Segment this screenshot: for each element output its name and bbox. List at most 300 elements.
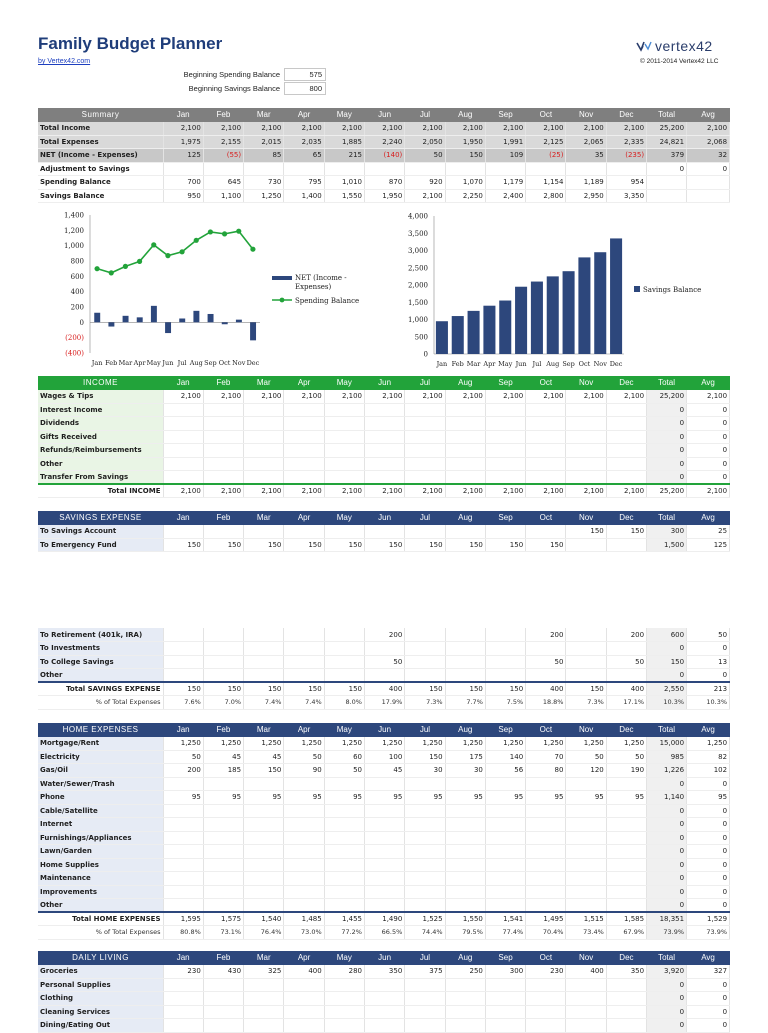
- month-cell[interactable]: [445, 978, 485, 992]
- month-cell[interactable]: [163, 885, 203, 899]
- month-cell[interactable]: [405, 655, 445, 669]
- month-cell[interactable]: [203, 885, 243, 899]
- month-cell[interactable]: [244, 444, 284, 458]
- month-cell[interactable]: [324, 845, 364, 859]
- month-cell[interactable]: [566, 1005, 606, 1019]
- month-cell[interactable]: [163, 978, 203, 992]
- month-cell[interactable]: [405, 978, 445, 992]
- month-cell[interactable]: [284, 669, 324, 683]
- month-cell[interactable]: [284, 457, 324, 471]
- month-cell[interactable]: [324, 525, 364, 539]
- month-cell[interactable]: [566, 885, 606, 899]
- month-cell[interactable]: [163, 845, 203, 859]
- month-cell[interactable]: [485, 628, 525, 642]
- month-cell[interactable]: [566, 818, 606, 832]
- month-cell[interactable]: [284, 403, 324, 417]
- month-cell[interactable]: [566, 655, 606, 669]
- month-cell[interactable]: [284, 430, 324, 444]
- vertex42-link[interactable]: by Vertex42.com: [38, 58, 91, 65]
- month-cell[interactable]: [324, 669, 364, 683]
- month-cell[interactable]: [566, 642, 606, 656]
- month-cell[interactable]: [163, 525, 203, 539]
- month-cell[interactable]: [324, 804, 364, 818]
- month-cell[interactable]: [244, 417, 284, 431]
- month-cell[interactable]: [324, 899, 364, 913]
- month-cell[interactable]: [284, 777, 324, 791]
- month-cell[interactable]: 60: [324, 750, 364, 764]
- month-cell[interactable]: 95: [364, 791, 404, 805]
- month-cell[interactable]: [566, 669, 606, 683]
- month-cell[interactable]: 2,100: [485, 390, 525, 404]
- month-cell[interactable]: 230: [526, 965, 566, 979]
- month-cell[interactable]: [203, 444, 243, 458]
- month-cell[interactable]: 280: [324, 965, 364, 979]
- month-cell[interactable]: [405, 858, 445, 872]
- month-cell[interactable]: [244, 457, 284, 471]
- month-cell[interactable]: [485, 885, 525, 899]
- month-cell[interactable]: 150: [445, 538, 485, 552]
- month-cell[interactable]: [244, 845, 284, 859]
- month-cell[interactable]: [445, 899, 485, 913]
- month-cell[interactable]: [485, 471, 525, 485]
- month-cell[interactable]: [203, 403, 243, 417]
- month-cell[interactable]: 90: [284, 764, 324, 778]
- month-cell[interactable]: [606, 777, 646, 791]
- month-cell[interactable]: 1,250: [566, 737, 606, 751]
- month-cell[interactable]: [163, 858, 203, 872]
- month-cell[interactable]: 30: [405, 764, 445, 778]
- month-cell[interactable]: [526, 1019, 566, 1033]
- month-cell[interactable]: [203, 858, 243, 872]
- month-cell[interactable]: [485, 831, 525, 845]
- month-cell[interactable]: [606, 872, 646, 886]
- month-cell[interactable]: [566, 777, 606, 791]
- month-cell[interactable]: [445, 777, 485, 791]
- month-cell[interactable]: [203, 777, 243, 791]
- month-cell[interactable]: [606, 417, 646, 431]
- month-cell[interactable]: [445, 628, 485, 642]
- month-cell[interactable]: [244, 1005, 284, 1019]
- month-cell[interactable]: 45: [364, 764, 404, 778]
- month-cell[interactable]: [526, 417, 566, 431]
- month-cell[interactable]: [606, 403, 646, 417]
- month-cell[interactable]: [324, 992, 364, 1006]
- month-cell[interactable]: [364, 457, 404, 471]
- month-cell[interactable]: [244, 777, 284, 791]
- month-cell[interactable]: 400: [284, 965, 324, 979]
- month-cell[interactable]: [405, 885, 445, 899]
- month-cell[interactable]: [324, 642, 364, 656]
- month-cell[interactable]: [566, 403, 606, 417]
- month-cell[interactable]: 430: [203, 965, 243, 979]
- month-cell[interactable]: 2,100: [566, 390, 606, 404]
- month-cell[interactable]: [203, 430, 243, 444]
- month-cell[interactable]: 150: [163, 538, 203, 552]
- month-cell[interactable]: [405, 444, 445, 458]
- month-cell[interactable]: 50: [606, 655, 646, 669]
- month-cell[interactable]: [566, 899, 606, 913]
- month-cell[interactable]: [284, 831, 324, 845]
- month-cell[interactable]: [405, 642, 445, 656]
- month-cell[interactable]: [485, 669, 525, 683]
- month-cell[interactable]: [485, 655, 525, 669]
- month-cell[interactable]: [364, 872, 404, 886]
- month-cell[interactable]: [324, 885, 364, 899]
- month-cell[interactable]: 150: [284, 538, 324, 552]
- month-cell[interactable]: [364, 978, 404, 992]
- month-cell[interactable]: [445, 471, 485, 485]
- month-cell[interactable]: [405, 804, 445, 818]
- month-cell[interactable]: [244, 885, 284, 899]
- month-cell[interactable]: [203, 992, 243, 1006]
- month-cell[interactable]: 2,100: [445, 390, 485, 404]
- month-cell[interactable]: [445, 858, 485, 872]
- month-cell[interactable]: [324, 628, 364, 642]
- month-cell[interactable]: [485, 1005, 525, 1019]
- month-cell[interactable]: [526, 885, 566, 899]
- month-cell[interactable]: [364, 831, 404, 845]
- month-cell[interactable]: [203, 804, 243, 818]
- month-cell[interactable]: [526, 403, 566, 417]
- month-cell[interactable]: [364, 1019, 404, 1033]
- month-cell[interactable]: [203, 1019, 243, 1033]
- month-cell[interactable]: 1,250: [405, 737, 445, 751]
- month-cell[interactable]: 95: [405, 791, 445, 805]
- month-cell[interactable]: [606, 804, 646, 818]
- month-cell[interactable]: [364, 804, 404, 818]
- month-cell[interactable]: [244, 978, 284, 992]
- month-cell[interactable]: [284, 872, 324, 886]
- month-cell[interactable]: [244, 525, 284, 539]
- month-cell[interactable]: [566, 417, 606, 431]
- month-cell[interactable]: [606, 1005, 646, 1019]
- month-cell[interactable]: [364, 430, 404, 444]
- month-cell[interactable]: [405, 430, 445, 444]
- month-cell[interactable]: [526, 642, 566, 656]
- month-cell[interactable]: 2,100: [163, 390, 203, 404]
- month-cell[interactable]: [203, 818, 243, 832]
- month-cell[interactable]: [284, 642, 324, 656]
- month-cell[interactable]: 1,250: [445, 737, 485, 751]
- month-cell[interactable]: [405, 669, 445, 683]
- month-cell[interactable]: [485, 417, 525, 431]
- month-cell[interactable]: 95: [163, 791, 203, 805]
- month-cell[interactable]: 1,250: [203, 737, 243, 751]
- month-cell[interactable]: [606, 669, 646, 683]
- month-cell[interactable]: [445, 831, 485, 845]
- month-cell[interactable]: [485, 642, 525, 656]
- month-cell[interactable]: [566, 1019, 606, 1033]
- month-cell[interactable]: 1,250: [324, 737, 364, 751]
- month-cell[interactable]: 150: [405, 538, 445, 552]
- month-cell[interactable]: [526, 831, 566, 845]
- month-cell[interactable]: [445, 818, 485, 832]
- month-cell[interactable]: [364, 525, 404, 539]
- month-cell[interactable]: 1,250: [485, 737, 525, 751]
- month-cell[interactable]: [284, 992, 324, 1006]
- month-cell[interactable]: 150: [526, 538, 566, 552]
- month-cell[interactable]: [284, 525, 324, 539]
- month-cell[interactable]: 150: [203, 538, 243, 552]
- month-cell[interactable]: [606, 992, 646, 1006]
- month-cell[interactable]: [445, 872, 485, 886]
- month-cell[interactable]: [324, 417, 364, 431]
- month-cell[interactable]: 56: [485, 764, 525, 778]
- month-cell[interactable]: 95: [203, 791, 243, 805]
- month-cell[interactable]: 2,100: [606, 390, 646, 404]
- month-cell[interactable]: 200: [526, 628, 566, 642]
- month-cell[interactable]: [606, 642, 646, 656]
- month-cell[interactable]: 2,100: [284, 390, 324, 404]
- month-cell[interactable]: [526, 444, 566, 458]
- month-cell[interactable]: [485, 858, 525, 872]
- month-cell[interactable]: [284, 628, 324, 642]
- month-cell[interactable]: [526, 978, 566, 992]
- month-cell[interactable]: 50: [364, 655, 404, 669]
- month-cell[interactable]: [526, 457, 566, 471]
- month-cell[interactable]: 2,100: [364, 390, 404, 404]
- month-cell[interactable]: [244, 628, 284, 642]
- month-cell[interactable]: 45: [203, 750, 243, 764]
- month-cell[interactable]: [405, 777, 445, 791]
- month-cell[interactable]: [405, 1005, 445, 1019]
- month-cell[interactable]: [324, 457, 364, 471]
- month-cell[interactable]: [163, 417, 203, 431]
- month-cell[interactable]: [445, 804, 485, 818]
- month-cell[interactable]: [526, 845, 566, 859]
- month-cell[interactable]: [324, 471, 364, 485]
- month-cell[interactable]: 95: [244, 791, 284, 805]
- month-cell[interactable]: [163, 818, 203, 832]
- month-cell[interactable]: [485, 457, 525, 471]
- month-cell[interactable]: [324, 403, 364, 417]
- month-cell[interactable]: 190: [606, 764, 646, 778]
- month-cell[interactable]: [445, 457, 485, 471]
- month-cell[interactable]: [566, 872, 606, 886]
- month-cell[interactable]: [324, 1005, 364, 1019]
- month-cell[interactable]: [485, 992, 525, 1006]
- month-cell[interactable]: 250: [445, 965, 485, 979]
- month-cell[interactable]: 325: [244, 965, 284, 979]
- month-cell[interactable]: [445, 992, 485, 1006]
- month-cell[interactable]: [405, 457, 445, 471]
- month-cell[interactable]: [606, 899, 646, 913]
- month-cell[interactable]: 95: [284, 791, 324, 805]
- month-cell[interactable]: [405, 1019, 445, 1033]
- month-cell[interactable]: [364, 669, 404, 683]
- month-cell[interactable]: [244, 818, 284, 832]
- month-cell[interactable]: 95: [566, 791, 606, 805]
- month-cell[interactable]: 50: [526, 655, 566, 669]
- month-cell[interactable]: [405, 403, 445, 417]
- month-cell[interactable]: 80: [526, 764, 566, 778]
- month-cell[interactable]: [405, 899, 445, 913]
- month-cell[interactable]: [163, 1019, 203, 1033]
- month-cell[interactable]: [203, 872, 243, 886]
- month-cell[interactable]: 2,100: [526, 390, 566, 404]
- month-cell[interactable]: 300: [485, 965, 525, 979]
- month-cell[interactable]: [485, 430, 525, 444]
- month-cell[interactable]: [485, 899, 525, 913]
- month-cell[interactable]: [445, 1005, 485, 1019]
- month-cell[interactable]: 150: [566, 525, 606, 539]
- month-cell[interactable]: [163, 669, 203, 683]
- month-cell[interactable]: [445, 403, 485, 417]
- month-cell[interactable]: [606, 538, 646, 552]
- month-cell[interactable]: [364, 992, 404, 1006]
- month-cell[interactable]: [324, 1019, 364, 1033]
- month-cell[interactable]: [203, 669, 243, 683]
- month-cell[interactable]: 2,100: [405, 390, 445, 404]
- month-cell[interactable]: [163, 899, 203, 913]
- month-cell[interactable]: [324, 831, 364, 845]
- month-cell[interactable]: [284, 858, 324, 872]
- month-cell[interactable]: [566, 845, 606, 859]
- month-cell[interactable]: [284, 978, 324, 992]
- month-cell[interactable]: [364, 845, 404, 859]
- month-cell[interactable]: [244, 1019, 284, 1033]
- month-cell[interactable]: [445, 1019, 485, 1033]
- month-cell[interactable]: [526, 471, 566, 485]
- month-cell[interactable]: [566, 831, 606, 845]
- month-cell[interactable]: [405, 992, 445, 1006]
- month-cell[interactable]: 95: [526, 791, 566, 805]
- month-cell[interactable]: [364, 818, 404, 832]
- month-cell[interactable]: [324, 978, 364, 992]
- month-cell[interactable]: [244, 655, 284, 669]
- month-cell[interactable]: 375: [405, 965, 445, 979]
- month-cell[interactable]: [526, 669, 566, 683]
- month-cell[interactable]: [163, 655, 203, 669]
- month-cell[interactable]: [163, 1005, 203, 1019]
- month-cell[interactable]: [284, 899, 324, 913]
- month-cell[interactable]: 185: [203, 764, 243, 778]
- month-cell[interactable]: [163, 804, 203, 818]
- month-cell[interactable]: 140: [485, 750, 525, 764]
- month-cell[interactable]: [163, 471, 203, 485]
- month-cell[interactable]: [203, 628, 243, 642]
- month-cell[interactable]: [364, 417, 404, 431]
- month-cell[interactable]: 95: [324, 791, 364, 805]
- month-cell[interactable]: [163, 777, 203, 791]
- month-cell[interactable]: [203, 457, 243, 471]
- month-cell[interactable]: 95: [445, 791, 485, 805]
- month-cell[interactable]: [324, 430, 364, 444]
- month-cell[interactable]: [566, 978, 606, 992]
- month-cell[interactable]: 230: [163, 965, 203, 979]
- month-cell[interactable]: [445, 525, 485, 539]
- month-cell[interactable]: [284, 818, 324, 832]
- month-cell[interactable]: [445, 444, 485, 458]
- month-cell[interactable]: [405, 818, 445, 832]
- month-cell[interactable]: [364, 471, 404, 485]
- month-cell[interactable]: 50: [566, 750, 606, 764]
- month-cell[interactable]: [485, 1019, 525, 1033]
- month-cell[interactable]: [284, 1019, 324, 1033]
- month-cell[interactable]: 1,250: [606, 737, 646, 751]
- month-cell[interactable]: [324, 872, 364, 886]
- month-cell[interactable]: [445, 642, 485, 656]
- month-cell[interactable]: [203, 831, 243, 845]
- month-cell[interactable]: 1,250: [244, 737, 284, 751]
- month-cell[interactable]: [566, 471, 606, 485]
- month-cell[interactable]: [566, 457, 606, 471]
- month-cell[interactable]: [244, 992, 284, 1006]
- month-cell[interactable]: [284, 655, 324, 669]
- month-cell[interactable]: 100: [364, 750, 404, 764]
- month-cell[interactable]: 400: [566, 965, 606, 979]
- month-cell[interactable]: [284, 845, 324, 859]
- month-cell[interactable]: [244, 403, 284, 417]
- month-cell[interactable]: [485, 525, 525, 539]
- month-cell[interactable]: [203, 417, 243, 431]
- month-cell[interactable]: [244, 669, 284, 683]
- month-cell[interactable]: [606, 430, 646, 444]
- month-cell[interactable]: [203, 655, 243, 669]
- month-cell[interactable]: 150: [244, 538, 284, 552]
- month-cell[interactable]: [606, 885, 646, 899]
- beginning-savings-input[interactable]: 800: [284, 82, 326, 95]
- month-cell[interactable]: [445, 430, 485, 444]
- month-cell[interactable]: [485, 978, 525, 992]
- month-cell[interactable]: [163, 872, 203, 886]
- month-cell[interactable]: [606, 858, 646, 872]
- month-cell[interactable]: [364, 858, 404, 872]
- month-cell[interactable]: [606, 831, 646, 845]
- month-cell[interactable]: [163, 430, 203, 444]
- month-cell[interactable]: 150: [405, 750, 445, 764]
- month-cell[interactable]: 150: [606, 525, 646, 539]
- month-cell[interactable]: [163, 444, 203, 458]
- month-cell[interactable]: [566, 628, 606, 642]
- month-cell[interactable]: 2,100: [244, 390, 284, 404]
- month-cell[interactable]: 150: [364, 538, 404, 552]
- month-cell[interactable]: [526, 818, 566, 832]
- month-cell[interactable]: [445, 417, 485, 431]
- month-cell[interactable]: [203, 978, 243, 992]
- month-cell[interactable]: [284, 417, 324, 431]
- month-cell[interactable]: [526, 858, 566, 872]
- month-cell[interactable]: 95: [606, 791, 646, 805]
- month-cell[interactable]: [526, 992, 566, 1006]
- month-cell[interactable]: 95: [485, 791, 525, 805]
- month-cell[interactable]: [606, 845, 646, 859]
- month-cell[interactable]: 175: [445, 750, 485, 764]
- month-cell[interactable]: [405, 628, 445, 642]
- month-cell[interactable]: 1,250: [163, 737, 203, 751]
- month-cell[interactable]: [364, 642, 404, 656]
- month-cell[interactable]: [566, 430, 606, 444]
- month-cell[interactable]: [485, 444, 525, 458]
- month-cell[interactable]: [203, 642, 243, 656]
- month-cell[interactable]: [324, 777, 364, 791]
- month-cell[interactable]: [526, 872, 566, 886]
- month-cell[interactable]: 30: [445, 764, 485, 778]
- month-cell[interactable]: 350: [606, 965, 646, 979]
- month-cell[interactable]: [566, 858, 606, 872]
- month-cell[interactable]: [284, 471, 324, 485]
- month-cell[interactable]: [606, 1019, 646, 1033]
- month-cell[interactable]: [203, 899, 243, 913]
- month-cell[interactable]: [244, 858, 284, 872]
- month-cell[interactable]: [485, 403, 525, 417]
- month-cell[interactable]: [526, 430, 566, 444]
- month-cell[interactable]: [526, 1005, 566, 1019]
- month-cell[interactable]: [203, 845, 243, 859]
- month-cell[interactable]: [364, 1005, 404, 1019]
- month-cell[interactable]: 70: [526, 750, 566, 764]
- month-cell[interactable]: [244, 430, 284, 444]
